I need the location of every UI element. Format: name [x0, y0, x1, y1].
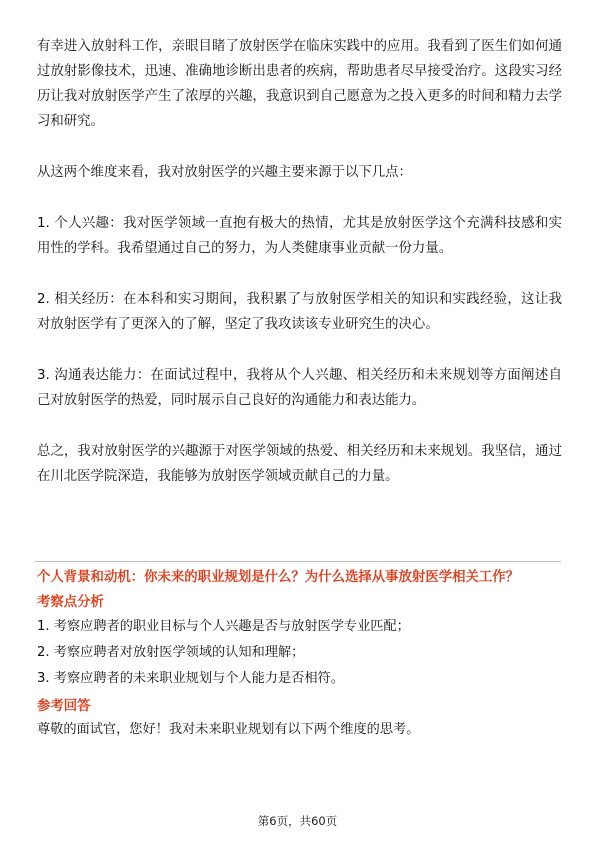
section-divider [35, 561, 561, 562]
paragraph-gap [37, 261, 562, 287]
analysis-point: 2. 考察应聘者对放射医学领域的认知和理解； [37, 645, 305, 660]
page-number: 第6页，共60页 [257, 814, 338, 828]
question-title: 个人背景和动机：你未来的职业规划是什么？为什么选择从事放射医学相关工作？ [37, 570, 520, 585]
body-paragraph-conclusion: 总之，我对放射医学的兴趣源于对医学领域的热爱、相关经历和未来规划。我坚信，通过在川北医学院深造，我能够为放射医学领域贡献自己的力量。 [37, 444, 562, 484]
paragraph-gap [37, 185, 562, 211]
answer-heading: 参考回答 [37, 699, 91, 714]
answer-text: 尊敬的面试官，您好！我对未来职业规划有以下两个维度的思考。 [37, 722, 420, 737]
body-paragraph-point-interest: 1. 个人兴趣：我对医学领域一直抱有极大的热情，尤其是放射医学这个充满科技感和实用性的学科。我希望通过自己的努力，为人类健康事业贡献一份力量。 [37, 216, 562, 256]
paragraph-gap [37, 413, 562, 439]
analysis-point: 3. 考察应聘者的未来职业规划与个人能力是否相符。 [37, 671, 344, 686]
body-paragraph-internship: 有幸进入放射科工作，亲眼目睹了放射医学在临床实践中的应用。我看到了医生们如何通过放射影像技术，迅速、准确地诊断出患者的疾病，帮助患者尽早接受治疗。这段实习经历让我对放射医学产生了浓厚的兴趣，我意识到自己愿意为之投入更多的时间和精力去学习和研究。 [37, 39, 562, 129]
paragraph-gap [37, 337, 562, 363]
document-body [37, 34, 562, 489]
analysis-point: 1. 考察应聘者的职业目标与个人兴趣是否与放射医学专业匹配； [37, 619, 410, 634]
paragraph-gap [37, 134, 562, 160]
analysis-heading: 考察点分析 [37, 595, 104, 610]
interview-question-block [37, 566, 562, 742]
body-paragraph-point-communication: 3. 沟通表达能力：在面试过程中，我将从个人兴趣、相关经历和未来规划等方面阐述自己对放射医学的热爱，同时展示自己良好的沟通能力和表达能力。 [37, 368, 562, 408]
body-paragraph-summary-intro: 从这两个维度来看，我对放射医学的兴趣主要来源于以下几点： [37, 165, 412, 180]
body-paragraph-point-experience: 2. 相关经历：在本科和实习期间，我积累了与放射医学相关的知识和实践经验，这让我对放射医学有了更深入的了解，坚定了我攻读该专业研究生的决心。 [37, 292, 562, 332]
